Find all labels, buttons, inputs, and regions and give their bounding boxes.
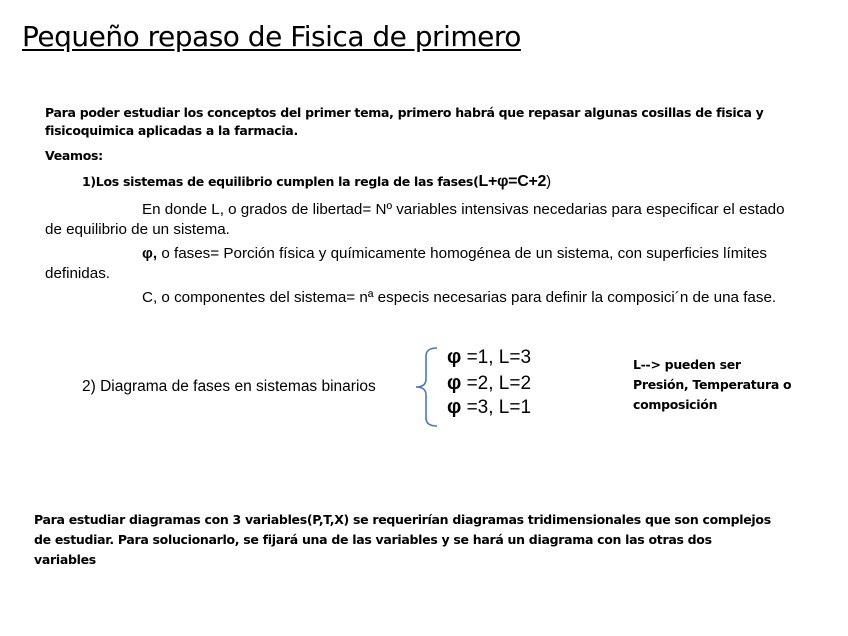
intro-paragraph: Para poder estudiar los conceptos del primer tema, primero habrá que repasar algunas cosillas de fisica y fisicoquimica aplicadas a la farmacia. — [45, 105, 764, 138]
phase-case-3 — [447, 396, 531, 419]
phase-rule-suffix: ) — [546, 173, 551, 190]
phi-symbol: φ — [447, 396, 462, 418]
curly-brace-icon — [414, 346, 440, 428]
phase-case-1 — [447, 346, 531, 369]
phase-rule-prefix: 1)Los sistemas de equilibrio cumplen la regla de las fases( — [82, 174, 479, 189]
definition-L-text: En donde L, o grados de libertad= Nº variables intensivas necedarias para especificar el estado de equilibrio de un sistema. — [45, 201, 785, 238]
definition-phi-text: o fases= Porción física y químicamente homogénea de un sistema, con superficies límites definidas. — [45, 245, 768, 282]
definition-C — [45, 288, 805, 308]
phase-case-text: =3, L=1 — [461, 397, 532, 418]
definition-phi-symbol: φ, — [142, 245, 158, 262]
phase-case-text: =2, L=2 — [461, 373, 532, 394]
phase-rule-line — [82, 173, 551, 191]
note-line: L--> pueden ser — [633, 357, 741, 372]
bottom-paragraph: Para estudiar diagramas con 3 variables(P,T,X) se requerirían diagramas tridimensionales que son complejos de estudiar. Para solucionarlo, se fijará una de las variables y se hará un diagrama con las otras dos variables — [34, 512, 771, 567]
variables-note — [633, 355, 791, 415]
phase-case-2 — [447, 372, 531, 395]
phase-rule-formula: L+φ=C+2 — [478, 173, 547, 190]
veamos-label: Veamos: — [45, 148, 103, 163]
diagram-label: 2) Diagrama de fases en sistemas binarios — [82, 378, 376, 395]
note-line: Presión, Temperatura o — [633, 377, 792, 392]
phi-symbol: φ — [447, 346, 462, 368]
definition-C-text: C, o componentes del sistema= nª especis necesarias para definir la composici´n de una fase. — [142, 289, 777, 306]
note-line: composición — [633, 397, 718, 412]
page-title: Pequeño repaso de Fisica de primero — [22, 20, 521, 53]
definition-phi — [45, 244, 805, 284]
phi-symbol: φ — [447, 372, 462, 394]
definition-L — [45, 200, 805, 240]
phase-case-text: =1, L=3 — [461, 347, 532, 368]
